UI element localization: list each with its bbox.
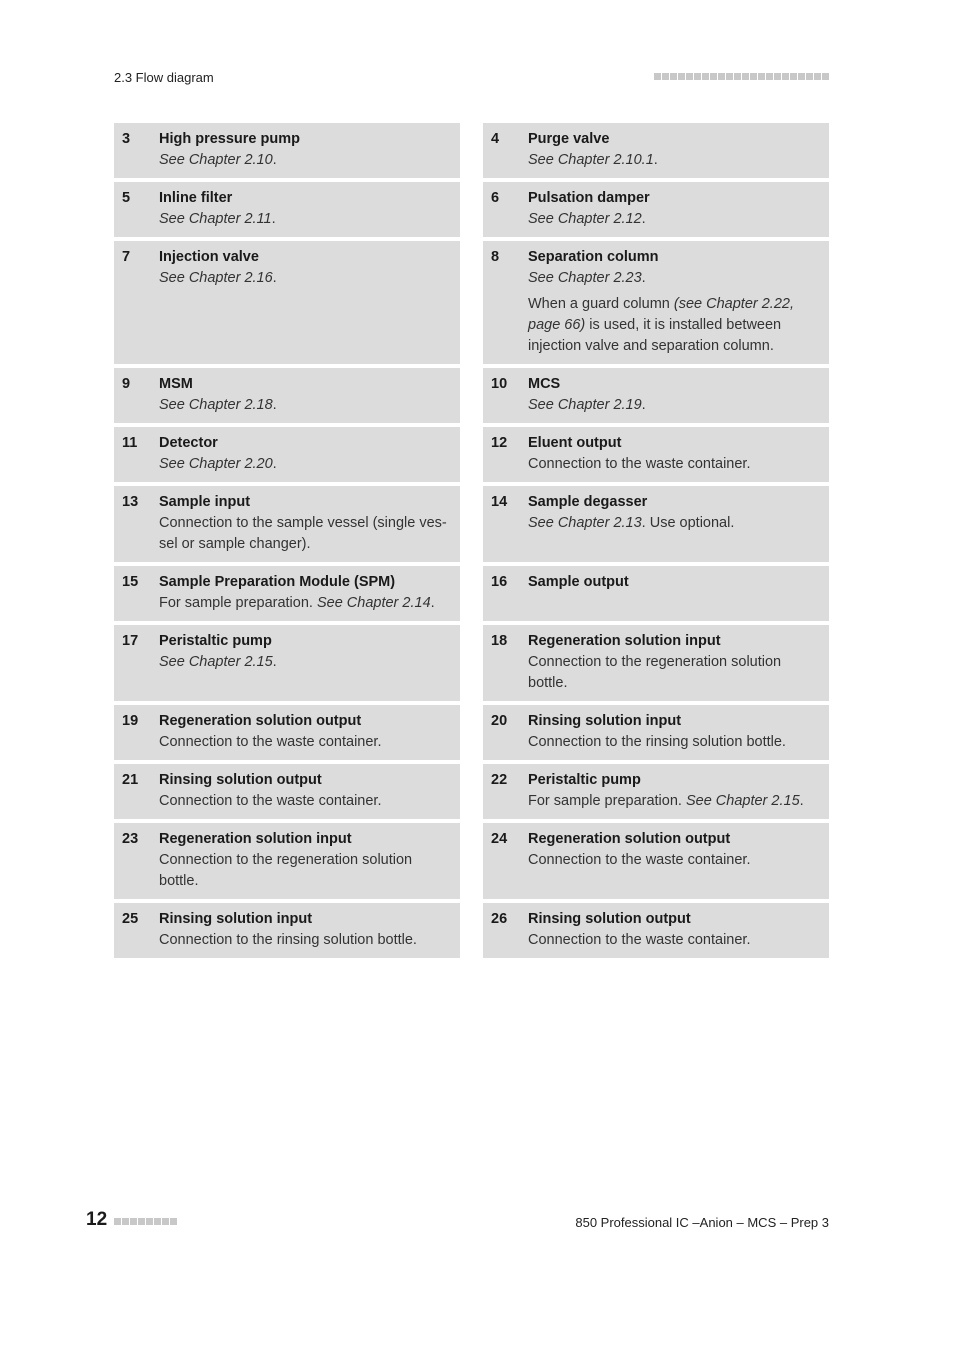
legend-item-content bbox=[528, 829, 819, 892]
legend-item-description bbox=[528, 652, 819, 694]
legend-item-content bbox=[528, 247, 819, 357]
legend-item-description bbox=[159, 209, 450, 230]
legend-item-description bbox=[528, 791, 819, 812]
legend-item bbox=[114, 182, 460, 237]
decoration-square bbox=[782, 73, 789, 80]
legend-item bbox=[483, 823, 829, 899]
legend-item-content bbox=[528, 770, 819, 812]
legend-item bbox=[114, 566, 460, 621]
description-text: . bbox=[653, 152, 658, 168]
decoration-square bbox=[798, 73, 805, 80]
decoration-square bbox=[814, 73, 821, 80]
legend-item-number: 15 bbox=[122, 574, 139, 590]
legend-item bbox=[483, 182, 829, 237]
legend-item-title: Sample degasser bbox=[528, 494, 648, 510]
document-title: 850 Professional IC –Anion – MCS – Prep 3 bbox=[575, 1215, 829, 1230]
legend-item-content bbox=[159, 129, 450, 171]
decoration-square bbox=[114, 1218, 121, 1225]
chapter-reference: See Chapter 2.19 bbox=[528, 397, 642, 413]
legend-item-number: 17 bbox=[122, 633, 139, 649]
legend-item bbox=[114, 625, 460, 701]
decoration-square bbox=[122, 1218, 129, 1225]
legend-item bbox=[114, 705, 460, 760]
legend-item-number: 22 bbox=[491, 772, 508, 788]
description-text: . Use optional. bbox=[641, 515, 735, 531]
legend-item-number: 8 bbox=[491, 249, 500, 265]
description-text: . bbox=[641, 270, 646, 286]
description-text: Connection to the regeneration solution bottle. bbox=[159, 852, 413, 889]
legend-item bbox=[483, 705, 829, 760]
legend-item-title: Rinsing solution output bbox=[528, 911, 691, 927]
legend-item-content bbox=[528, 631, 819, 694]
chapter-reference: See Chapter 2.11 bbox=[159, 211, 272, 227]
legend-item bbox=[114, 764, 460, 819]
legend-item-description bbox=[159, 454, 450, 475]
chapter-reference: See Chapter 2.14 bbox=[316, 595, 431, 611]
legend-item-description bbox=[159, 268, 450, 289]
legend-item-description bbox=[159, 791, 450, 812]
legend-item-number: 11 bbox=[122, 435, 138, 451]
legend-item-content bbox=[528, 433, 819, 475]
legend-item-title: High pressure pump bbox=[159, 131, 300, 147]
chapter-reference: See Chapter 2.23 bbox=[528, 270, 642, 286]
legend-item-content bbox=[159, 492, 450, 555]
description-text: . bbox=[272, 397, 277, 413]
legend-item bbox=[483, 486, 829, 562]
legend-item bbox=[483, 903, 829, 958]
description-text: Connection to the waste container. bbox=[528, 456, 751, 472]
decoration-square bbox=[662, 73, 669, 80]
decoration-square bbox=[790, 73, 797, 80]
legend-item-title: Rinsing solution input bbox=[159, 911, 313, 927]
legend-item bbox=[483, 427, 829, 482]
running-header-section: 2.3 Flow diagram bbox=[114, 70, 214, 85]
legend-item-description bbox=[159, 150, 450, 171]
legend-item bbox=[114, 903, 460, 958]
chapter-reference: See Chapter 2.10.1 bbox=[528, 152, 654, 168]
legend-item bbox=[114, 823, 460, 899]
legend-item-title: Regeneration solution input bbox=[159, 831, 352, 847]
legend-item bbox=[483, 566, 829, 621]
description-text: Connection to the waste container. bbox=[159, 734, 382, 750]
legend-item-description bbox=[159, 930, 450, 951]
description-text: Connection to the sample vessel (single ves-sel or sample changer). bbox=[159, 515, 447, 552]
decoration-square bbox=[154, 1218, 161, 1225]
legend-item-content bbox=[159, 572, 450, 614]
chapter-reference: See Chapter 2.18 bbox=[159, 397, 273, 413]
legend-item-content bbox=[159, 188, 450, 230]
legend-item bbox=[483, 241, 829, 364]
legend-item-description bbox=[159, 513, 450, 555]
legend-item-description bbox=[528, 454, 819, 475]
decoration-square bbox=[130, 1218, 137, 1225]
legend-item-content bbox=[528, 492, 819, 555]
legend-item-number: 20 bbox=[491, 713, 508, 729]
legend-item-content bbox=[528, 129, 819, 171]
legend-item-number: 18 bbox=[491, 633, 508, 649]
decoration-square bbox=[702, 73, 709, 80]
legend-item-description bbox=[159, 593, 450, 614]
legend-item-content bbox=[528, 188, 819, 230]
legend-item-title: Rinsing solution input bbox=[528, 713, 682, 729]
description-text: Connection to the rinsing solution bottle. bbox=[159, 932, 417, 948]
decoration-square bbox=[162, 1218, 169, 1225]
description-text: . bbox=[430, 595, 435, 611]
legend-item bbox=[114, 486, 460, 562]
decoration-square bbox=[758, 73, 765, 80]
legend-item-title: Sample Preparation Module (SPM) bbox=[159, 574, 396, 590]
legend-item-title: Peristaltic pump bbox=[528, 772, 641, 788]
description-text: Connection to the waste container. bbox=[159, 793, 382, 809]
description-text: Connection to the waste container. bbox=[528, 852, 751, 868]
decoration-square bbox=[726, 73, 733, 80]
legend-item-title: Peristaltic pump bbox=[159, 633, 272, 649]
description-text: . bbox=[641, 397, 646, 413]
legend-item-description bbox=[528, 850, 819, 871]
legend-item-description bbox=[528, 209, 819, 230]
chapter-reference: See Chapter 2.16 bbox=[159, 270, 273, 286]
decoration-square bbox=[146, 1218, 153, 1225]
legend-item-number: 16 bbox=[491, 574, 508, 590]
description-text: . bbox=[641, 211, 646, 227]
legend-item-title: MCS bbox=[528, 376, 561, 392]
decoration-square bbox=[670, 73, 677, 80]
legend-item-title: Pulsation damper bbox=[528, 190, 650, 206]
decoration-square bbox=[750, 73, 757, 80]
decoration-square bbox=[678, 73, 685, 80]
description-text: Connection to the waste container. bbox=[528, 932, 751, 948]
legend-item-title: Injection valve bbox=[159, 249, 259, 265]
description-text: When a guard column bbox=[528, 296, 674, 312]
legend-item-content bbox=[159, 770, 450, 812]
legend-item-description bbox=[159, 732, 450, 753]
legend-item-content bbox=[159, 374, 450, 416]
legend-item-number: 23 bbox=[122, 831, 139, 847]
legend-item-number: 14 bbox=[491, 494, 508, 510]
description-text: Connection to the regeneration solution bottle. bbox=[528, 654, 782, 691]
legend-item-title: Regeneration solution output bbox=[159, 713, 362, 729]
legend-item-number: 19 bbox=[122, 713, 139, 729]
legend-item-number: 25 bbox=[122, 911, 139, 927]
legend-item-content bbox=[528, 572, 819, 614]
decoration-square bbox=[742, 73, 749, 80]
legend-item-number: 12 bbox=[491, 435, 508, 451]
decoration-square bbox=[766, 73, 773, 80]
legend-item-description bbox=[528, 930, 819, 951]
chapter-reference: (see Chapter 2.22, page 66) bbox=[528, 296, 794, 333]
legend-item bbox=[114, 368, 460, 423]
legend-item-number: 7 bbox=[122, 249, 131, 265]
legend-item-description bbox=[528, 268, 819, 289]
legend-item-description bbox=[528, 732, 819, 753]
legend-item-number: 24 bbox=[491, 831, 508, 847]
chapter-reference: See Chapter 2.13 bbox=[528, 515, 642, 531]
description-text: . bbox=[271, 211, 276, 227]
decoration-square bbox=[694, 73, 701, 80]
description-text: is used, it is installed between injection valve and separation column. bbox=[528, 317, 782, 354]
legend-item-title: Eluent output bbox=[528, 435, 622, 451]
description-text: . bbox=[272, 456, 277, 472]
legend-item-number: 13 bbox=[122, 494, 139, 510]
legend-item-title: Detector bbox=[159, 435, 218, 451]
legend-item-title: Regeneration solution output bbox=[528, 831, 731, 847]
chapter-reference: See Chapter 2.15 bbox=[159, 654, 273, 670]
legend-item bbox=[114, 123, 460, 178]
legend-item-title: Sample input bbox=[159, 494, 251, 510]
decoration-square bbox=[710, 73, 717, 80]
legend-item bbox=[483, 625, 829, 701]
decoration-square bbox=[774, 73, 781, 80]
legend-item bbox=[114, 427, 460, 482]
legend-item-content bbox=[159, 909, 450, 951]
legend-item-content bbox=[159, 247, 450, 357]
legend-item-number: 6 bbox=[491, 190, 500, 206]
legend-item-number: 3 bbox=[122, 131, 131, 147]
legend-item-number: 10 bbox=[491, 376, 508, 392]
legend-item bbox=[483, 764, 829, 819]
legend-item-description bbox=[528, 150, 819, 171]
legend-item-number: 4 bbox=[491, 131, 500, 147]
legend-item-content bbox=[528, 711, 819, 753]
page-number: 12 bbox=[86, 1209, 108, 1230]
legend-item-description bbox=[159, 395, 450, 416]
legend-item-content bbox=[159, 631, 450, 694]
description-text: . bbox=[272, 270, 277, 286]
header-decoration-squares bbox=[654, 73, 829, 80]
legend-item-title: Sample output bbox=[528, 574, 629, 590]
decoration-square bbox=[718, 73, 725, 80]
legend-item-description bbox=[159, 652, 450, 673]
chapter-reference: See Chapter 2.10 bbox=[159, 152, 273, 168]
legend-item-content bbox=[528, 909, 819, 951]
legend-item-number: 21 bbox=[122, 772, 139, 788]
description-text: . bbox=[272, 152, 277, 168]
legend-item-description bbox=[528, 395, 819, 416]
footer-decoration-squares bbox=[114, 1218, 177, 1225]
legend-item bbox=[483, 368, 829, 423]
description-text: For sample preparation. bbox=[528, 793, 686, 809]
legend-item-content bbox=[159, 711, 450, 753]
chapter-reference: See Chapter 2.20 bbox=[159, 456, 273, 472]
decoration-square bbox=[138, 1218, 145, 1225]
decoration-square bbox=[654, 73, 661, 80]
legend-item-note bbox=[528, 294, 819, 357]
legend-item-content bbox=[159, 433, 450, 475]
description-text: . bbox=[272, 654, 277, 670]
legend-item-number: 5 bbox=[122, 190, 131, 206]
legend-item-title: MSM bbox=[159, 376, 193, 392]
legend-item-content bbox=[159, 829, 450, 892]
legend-item-title: Inline filter bbox=[159, 190, 233, 206]
legend-item-content bbox=[528, 374, 819, 416]
legend-item bbox=[483, 123, 829, 178]
legend-item-number: 9 bbox=[122, 376, 131, 392]
legend-item-description bbox=[159, 850, 450, 892]
legend-item bbox=[114, 241, 460, 364]
decoration-square bbox=[686, 73, 693, 80]
description-text: . bbox=[799, 793, 804, 809]
description-text: Connection to the rinsing solution bottle. bbox=[528, 734, 786, 750]
legend-grid bbox=[114, 123, 829, 958]
chapter-reference: See Chapter 2.15 bbox=[685, 793, 800, 809]
decoration-square bbox=[806, 73, 813, 80]
legend-item-title: Regeneration solution input bbox=[528, 633, 721, 649]
decoration-square bbox=[734, 73, 741, 80]
description-text: For sample preparation. bbox=[159, 595, 317, 611]
legend-item-description bbox=[528, 513, 819, 534]
chapter-reference: See Chapter 2.12 bbox=[528, 211, 642, 227]
legend-item-number: 26 bbox=[491, 911, 508, 927]
legend-item-title: Purge valve bbox=[528, 131, 610, 147]
legend-item-title: Rinsing solution output bbox=[159, 772, 322, 788]
decoration-square bbox=[822, 73, 829, 80]
legend-item-title: Separation column bbox=[528, 249, 659, 265]
decoration-square bbox=[170, 1218, 177, 1225]
